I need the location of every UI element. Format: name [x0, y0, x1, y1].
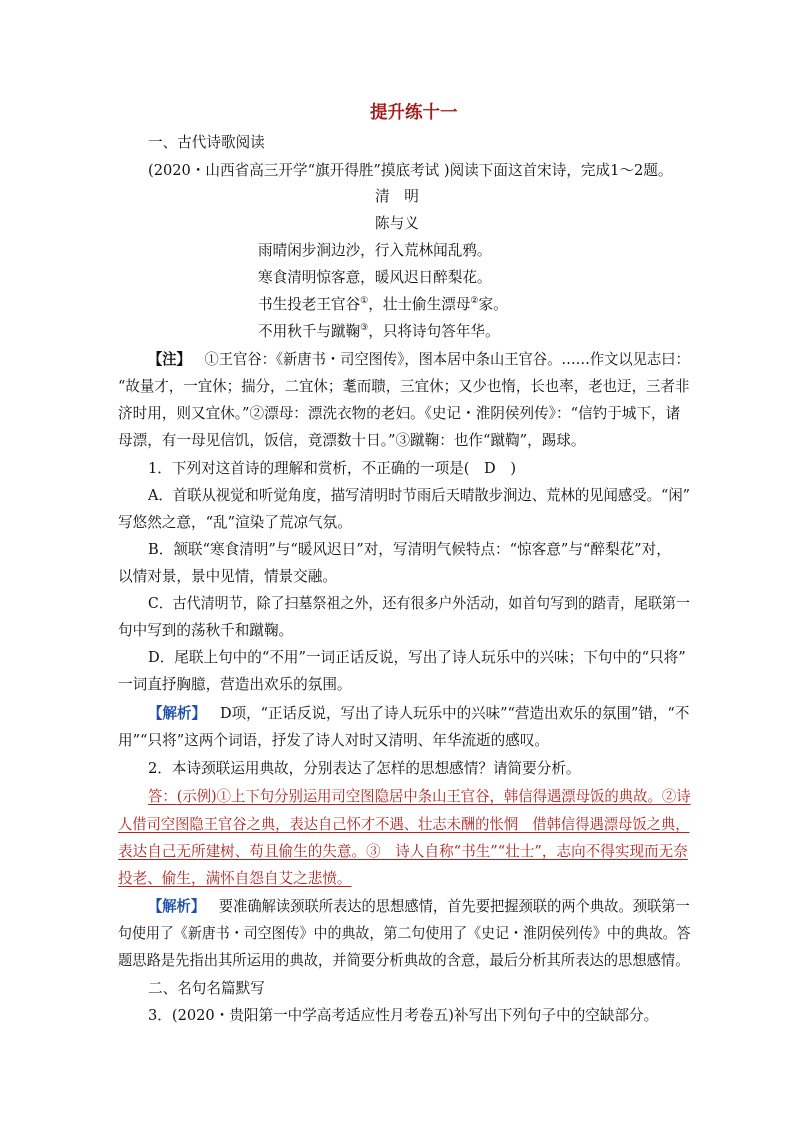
note-line: “故量才，一宜休；揣分，二宜休；耄而聩，三宜休；又少也惰，长也率，老也迂，三者非 — [118, 378, 690, 395]
poem-author: 陈与义 — [375, 215, 419, 232]
option-a-line: 写悠然之意，“乱”渲染了荒凉气氛。 — [118, 514, 352, 531]
section-heading-1: 一、古代诗歌阅读 — [148, 134, 265, 151]
note-label: 【注】 — [148, 351, 191, 368]
analysis-1-line: 用”“只将”这两个词语，抒发了诗人对时又清明、年华流逝的感叹。 — [118, 732, 550, 749]
option-d-line: 一词直抒胸臆，营造出欢乐的氛围。 — [118, 676, 352, 693]
answer-text: (示例)①上下句分别运用司空图隐居中条山王官谷，韩信得遇漂母饭的典故。②诗 — [176, 788, 691, 805]
analysis-text: D项，“正话反说，写出了诗人玩乐中的兴味”“营造出欢乐的氛围”错，“不 — [219, 705, 690, 722]
answer-line — [148, 787, 691, 807]
answer-line: 表达自己无所建树、苟且偷生的失意。③ 诗人自称“书生”“壮士”，志向不得实现而无奈 — [118, 843, 688, 860]
note-line: 母漂，有一母见信饥，饭信，竟漂数十日。”③蹴鞠：也作“蹴鞫”，踢球。 — [118, 432, 586, 449]
answer-line: 投老、偷生，满怀自怨自艾之悲愤。 — [118, 870, 352, 887]
poem-title: 清 明 — [375, 188, 419, 205]
option-c-line: 句中写到的荡秋千和蹴鞠。 — [118, 622, 294, 639]
analysis-2-line — [148, 897, 690, 917]
note-line — [148, 350, 690, 370]
note-text: ①王官谷：《新唐书・司空图传》，图本居中条山王官谷。……作文以见志曰： — [204, 351, 690, 368]
answer-label: 答： — [148, 788, 177, 805]
answer-line: 人借司空图隐王官谷之典，表达自己怀才不遇、壮志未酬的怅惘 借韩信得遇漂母饭之典， — [118, 816, 690, 833]
question-2-stem: 2．本诗颈联运用典故，分别表达了怎样的思想感情？请简要分析。 — [148, 760, 581, 777]
question-intro: (2020・山西省高三开学“旗开得胜”摸底考试 )阅读下面这首宋诗，完成1～2题。 — [148, 162, 673, 179]
option-b-line: 以情对景，景中见情，情景交融。 — [118, 568, 337, 585]
analysis-label: 【解析】 — [148, 705, 207, 722]
question-1-stem: 1．下列对这首诗的理解和赏析，不正确的一项是( D ) — [148, 460, 517, 477]
question-3-stem: 3．(2020・贵阳第一中学高考适应性月考卷五)补写出下列句子中的空缺部分。 — [148, 1007, 659, 1024]
poem-line: 不用秋千与蹴鞠③，只将诗句答年华。 — [258, 323, 500, 340]
analysis-label: 【解析】 — [148, 898, 206, 915]
analysis-2-line: 句使用了《新唐书・司空图传》中的典故，第二句使用了《史记・淮阴侯列传》中的典故。答 — [118, 925, 691, 942]
page-title: 提升练十一 — [370, 103, 458, 123]
poem-line: 书生投老王官谷①，壮士偷生漂母②家。 — [258, 296, 508, 313]
option-c-line: C．古代清明节，除了扫墓祭祖之外，还有很多户外活动，如首句写到的踏青，尾联第一 — [148, 595, 690, 612]
analysis-text: 要准确解读颈联所表达的思想感情，首先要把握颈联的两个典故。颈联第一 — [218, 898, 690, 915]
option-d-line: D．尾联上句中的“不用”一词正话反说，写出了诗人玩乐中的兴味；下句中的“只将” — [148, 649, 686, 666]
poem-line: 雨晴闲步涧边沙，行入荒林闻乱鸦。 — [258, 242, 492, 259]
analysis-2-line: 题思路是先指出其所运用的典故，并简要分析典故的含意，最后分析其所表达的思想感情。 — [118, 952, 690, 969]
poem-line: 寒食清明惊客意，暖风迟日醉梨花。 — [258, 269, 492, 286]
note-line: 济时用，则又宜休。”②漂母：漂洗衣物的老妇。《史记・淮阴侯列传》：“信钓于城下，诸 — [118, 405, 681, 422]
option-a-line: A．首联从视觉和听觉角度，描写清明时节雨后天晴散步涧边、荒林的见闻感受。“闲” — [148, 487, 691, 504]
analysis-1-line — [148, 704, 689, 724]
option-b-line: B．颔联“寒食清明”与“暖风迟日”对，写清明气候特点：“惊客意”与“醉梨花”对， — [148, 541, 671, 558]
section-heading-2: 二、名句名篇默写 — [148, 980, 265, 997]
